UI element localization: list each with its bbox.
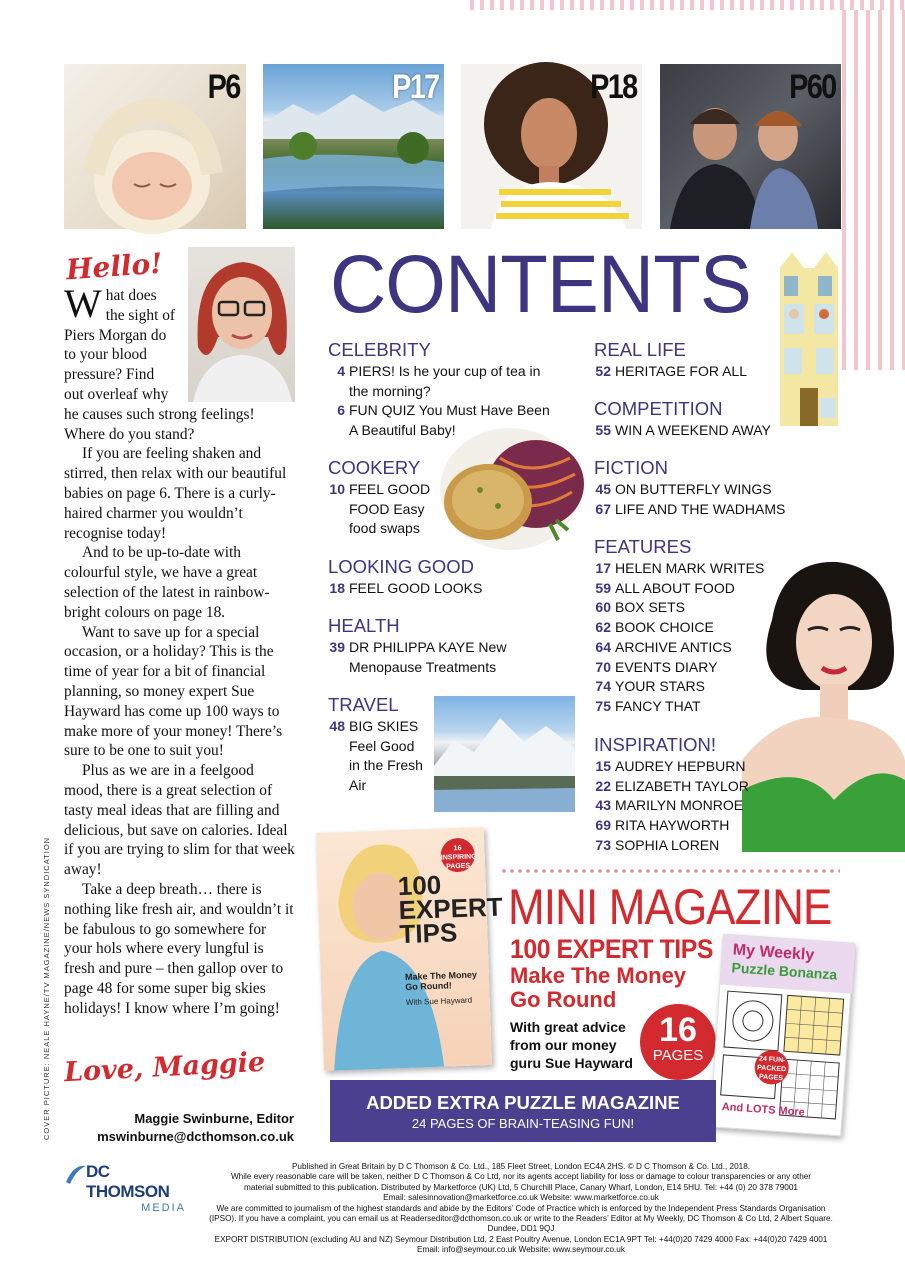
mini-subhead: Make The Money Go Round: [510, 963, 687, 1012]
letter-opening-rest: he causes such strong feelings! Where do you stand?: [64, 405, 255, 443]
section-heading: INSPIRATION!: [594, 734, 716, 755]
thumbnail-model[interactable]: [461, 64, 642, 229]
thumbnail-tv-drama[interactable]: [660, 64, 841, 229]
contents-item[interactable]: 74 YOUR STARS: [595, 678, 705, 695]
section-real-life: [594, 339, 824, 382]
decorative-stripes-top: [470, 0, 905, 10]
logo-swoosh-icon: [64, 1162, 88, 1188]
section-fiction: [594, 457, 834, 519]
contents-item[interactable]: 18 FEEL GOOD LOOKS: [329, 580, 483, 596]
mountain-image: [434, 696, 575, 812]
section-heading: COOKERY: [328, 457, 421, 478]
puzzle-magazine-cover[interactable]: [709, 934, 854, 1137]
puzzle-title-line1: My Weekly: [732, 941, 815, 965]
contents-item[interactable]: 60 BOX SETS: [595, 599, 686, 616]
page-number-label: P17: [391, 68, 438, 106]
contents-item[interactable]: 4 PIERS! Is he your cup of tea in the morning?: [337, 363, 541, 399]
letter-paragraph: If you are feeling shaken and stirred, then relax with our beautiful babies on page 6. There is a curly-haired charmer you wouldn’t recognise today!: [64, 445, 287, 542]
contents-item[interactable]: 55 WIN A WEEKEND AWAY: [595, 422, 771, 438]
puzzle-banner[interactable]: [330, 1080, 716, 1142]
contents-item[interactable]: 70 EVENTS DIARY: [595, 658, 718, 675]
thumbnail-landscape[interactable]: [263, 64, 444, 229]
section-heading: FICTION: [594, 457, 668, 478]
contents-item[interactable]: 43 MARILYN MONROE: [595, 797, 744, 814]
page-number-label: P6: [208, 68, 240, 106]
logo-sub-text: MEDIA: [141, 1202, 186, 1214]
section-health: [328, 615, 568, 677]
section-heading: HEALTH: [328, 615, 400, 636]
letter-paragraph: Plus as we are in a feelgood mood, there is a great selection of tasty meal ideas that are filling and delicious, but save on calories. Ideal if you are trying to slim for that week away!: [64, 762, 295, 879]
banner-main-text: ADDED EXTRA PUZZLE MAGAZINE: [366, 1092, 680, 1113]
mini-cover-subtitle: Make The Money Go Round!: [404, 969, 478, 992]
contents-item[interactable]: 48 BIG SKIES Feel Good in the Fresh Air: [329, 718, 423, 794]
section-cookery: [328, 457, 438, 539]
editor-name: Maggie Swinburne, Editor: [134, 1111, 294, 1126]
letter-greeting: Hello!: [64, 246, 164, 287]
editor-letter: [64, 281, 296, 1018]
section-competition: [594, 398, 824, 441]
editor-email[interactable]: mswinburne@dcthomson.co.uk: [97, 1129, 294, 1144]
contents-item[interactable]: 6 FUN QUIZ You Must Have Been A Beautiful Baby!: [337, 402, 550, 439]
dc-thomson-logo: [64, 1162, 186, 1214]
mini-cover-title: 100 EXPERT TIPS: [397, 869, 504, 950]
contents-item[interactable]: 64 ARCHIVE ANTICS: [595, 638, 732, 655]
section-inspiration: [594, 734, 794, 856]
contents-item[interactable]: 15 AUDREY HEPBURN: [595, 758, 746, 774]
section-looking-good: [328, 556, 558, 599]
thumbnail-baby[interactable]: [64, 64, 246, 229]
letter-opening: hat does the sight of Piers Morgan do to your blood pressure? Find out overleaf why: [64, 287, 176, 403]
mini-headline: 100 EXPERT TIPS: [510, 934, 713, 964]
letter-signoff: Love, Maggie: [63, 1046, 266, 1089]
puzzle-badge: 24 FUN-PACKED PAGES: [754, 1049, 790, 1085]
badge-number: 16: [659, 1011, 697, 1049]
mini-cover-badge: 16 INSPIRING PAGES: [440, 837, 475, 872]
fineprint-line: While every reasonable care will be taken, neither D C Thomson & Co Ltd, nor its agents accept liability for loss or damage to colour transparencies or any other: [230, 1172, 812, 1182]
mini-advice: With great advice from our money guru Sue Hayward: [510, 1019, 633, 1071]
food-image: [440, 428, 580, 550]
fineprint-line: Published in Great Britain by D C Thomson & Co. Ltd., 185 Fleet Street, London EC4A 2HS. © D C Thomson & Co. Ltd., 2018.: [291, 1162, 751, 1171]
section-heading: TRAVEL: [328, 694, 399, 715]
contents-item[interactable]: 39 DR PHILIPPA KAYE New Menopause Treatments: [329, 639, 507, 675]
banner-sub-text: 24 PAGES OF BRAIN-TEASING FUN!: [411, 1116, 635, 1131]
mini-magazine-title: MINI MAGAZINE: [508, 879, 832, 935]
contents-item[interactable]: 17 HELEN MARK WRITES: [595, 560, 765, 576]
contents-item[interactable]: 73 SOPHIA LOREN: [595, 836, 720, 853]
section-heading: LOOKING GOOD: [328, 556, 474, 577]
letter-paragraph: Take a deep breath… there is nothing like fresh air, and wouldn’t it be fabulous to go somewhere for your hols where every lungful is fresh and pure – then gallop over to page 48 for some super big skies holidays! I know where I’m going!: [64, 880, 294, 1017]
contents-item[interactable]: 52 HERITAGE FOR ALL: [595, 363, 747, 379]
page-number-label: P60: [788, 68, 835, 106]
logo-main-text: DC THOMSON: [86, 1162, 170, 1201]
fineprint-line: Email: salesinnovation@marketforce.co.uk Website: www.marketforce.co.uk: [383, 1193, 659, 1203]
mini-magazine-cover[interactable]: [316, 827, 504, 1071]
editor-signature-block: [97, 1110, 294, 1146]
section-heading: COMPETITION: [594, 398, 723, 419]
letter-paragraph: Want to save up for a special occasion, or a holiday? This is the time of year for a bit of financial planning, so money expert Sue Hayward has come up 100 ways to make more of your money! There’s sure to be one to suit you!: [64, 623, 283, 760]
drop-cap: W: [64, 281, 102, 326]
section-heading: REAL LIFE: [594, 339, 686, 360]
contents-item[interactable]: 59 ALL ABOUT FOOD: [595, 579, 735, 596]
dotted-divider: [500, 869, 840, 873]
badge-unit: PAGES: [652, 1047, 704, 1064]
section-celebrity: [328, 339, 558, 441]
fineprint-line: We are committed to journalism of the highest standards and abide by the Editors’ Code of Practice which is enforced by the Independent Press Standards Organisation: [216, 1203, 826, 1213]
section-heading: CELEBRITY: [328, 339, 431, 360]
fineprint-line: Email: info@seymour.co.uk Website: www.seymour.co.uk: [417, 1245, 625, 1255]
cover-credit: COVER PICTURE: NEALE HAYNE/TV MAGAZINE/NEWS SYNDICATION: [42, 836, 51, 1140]
contents-item[interactable]: 22 ELIZABETH TAYLOR: [595, 777, 749, 794]
contents-title: CONTENTS: [330, 239, 751, 330]
contents-item[interactable]: 69 RITA HAYWORTH: [595, 817, 730, 834]
letter-paragraph: And to be up-to-date with colourful style, we have a great selection of the latest in rainbow-bright colours on page 18.: [64, 544, 270, 621]
fineprint-line: (IPSO). If you have a complaint, you can email us at Readerseditor@dcthomson.co.uk or write to the Readers’ Editor at My Weekly, DC Thomson & Co Ltd, 2 Albert Square. Dundee, DD1 9QJ: [209, 1214, 833, 1234]
pages-badge: [640, 1004, 716, 1080]
page-number-label: P18: [589, 68, 636, 106]
puzzle-title-line2: Puzzle Bonanza: [731, 959, 838, 983]
section-travel: [328, 694, 428, 796]
puzzle-more: And LOTS More: [721, 1100, 806, 1119]
contents-item[interactable]: 75 FANCY THAT: [595, 697, 701, 714]
fineprint-line: EXPORT DISTRIBUTION (excluding AU and NZ) Seymour Distribution Ltd, 2 East Poultry Avenue, London EC1A 9PT Tel: +44(0)20 7429 4000 Fax: +44(0)20 7429 4001: [214, 1234, 828, 1244]
contents-item[interactable]: 45 ON BUTTERFLY WINGS: [595, 481, 772, 497]
publisher-fineprint: [196, 1162, 846, 1256]
contents-item[interactable]: 10 FEEL GOOD FOOD Easy food swaps: [329, 481, 431, 537]
fineprint-line: material submitted to this publication. Distributed by Marketforce (UK) Ltd, 5 Churchill Place, Canary Wharf, London, E14 5HU. Tel: +44 (0) 20 378 79001: [244, 1182, 798, 1192]
decorative-stripes-right: [842, 10, 905, 370]
contents-item[interactable]: 67 LIFE AND THE WADHAMS: [595, 500, 786, 517]
section-features: [594, 536, 794, 717]
contents-item[interactable]: 62 BOOK CHOICE: [595, 619, 714, 636]
mini-cover-byline: With Sue Hayward: [405, 995, 473, 1007]
section-heading: FEATURES: [594, 536, 692, 557]
